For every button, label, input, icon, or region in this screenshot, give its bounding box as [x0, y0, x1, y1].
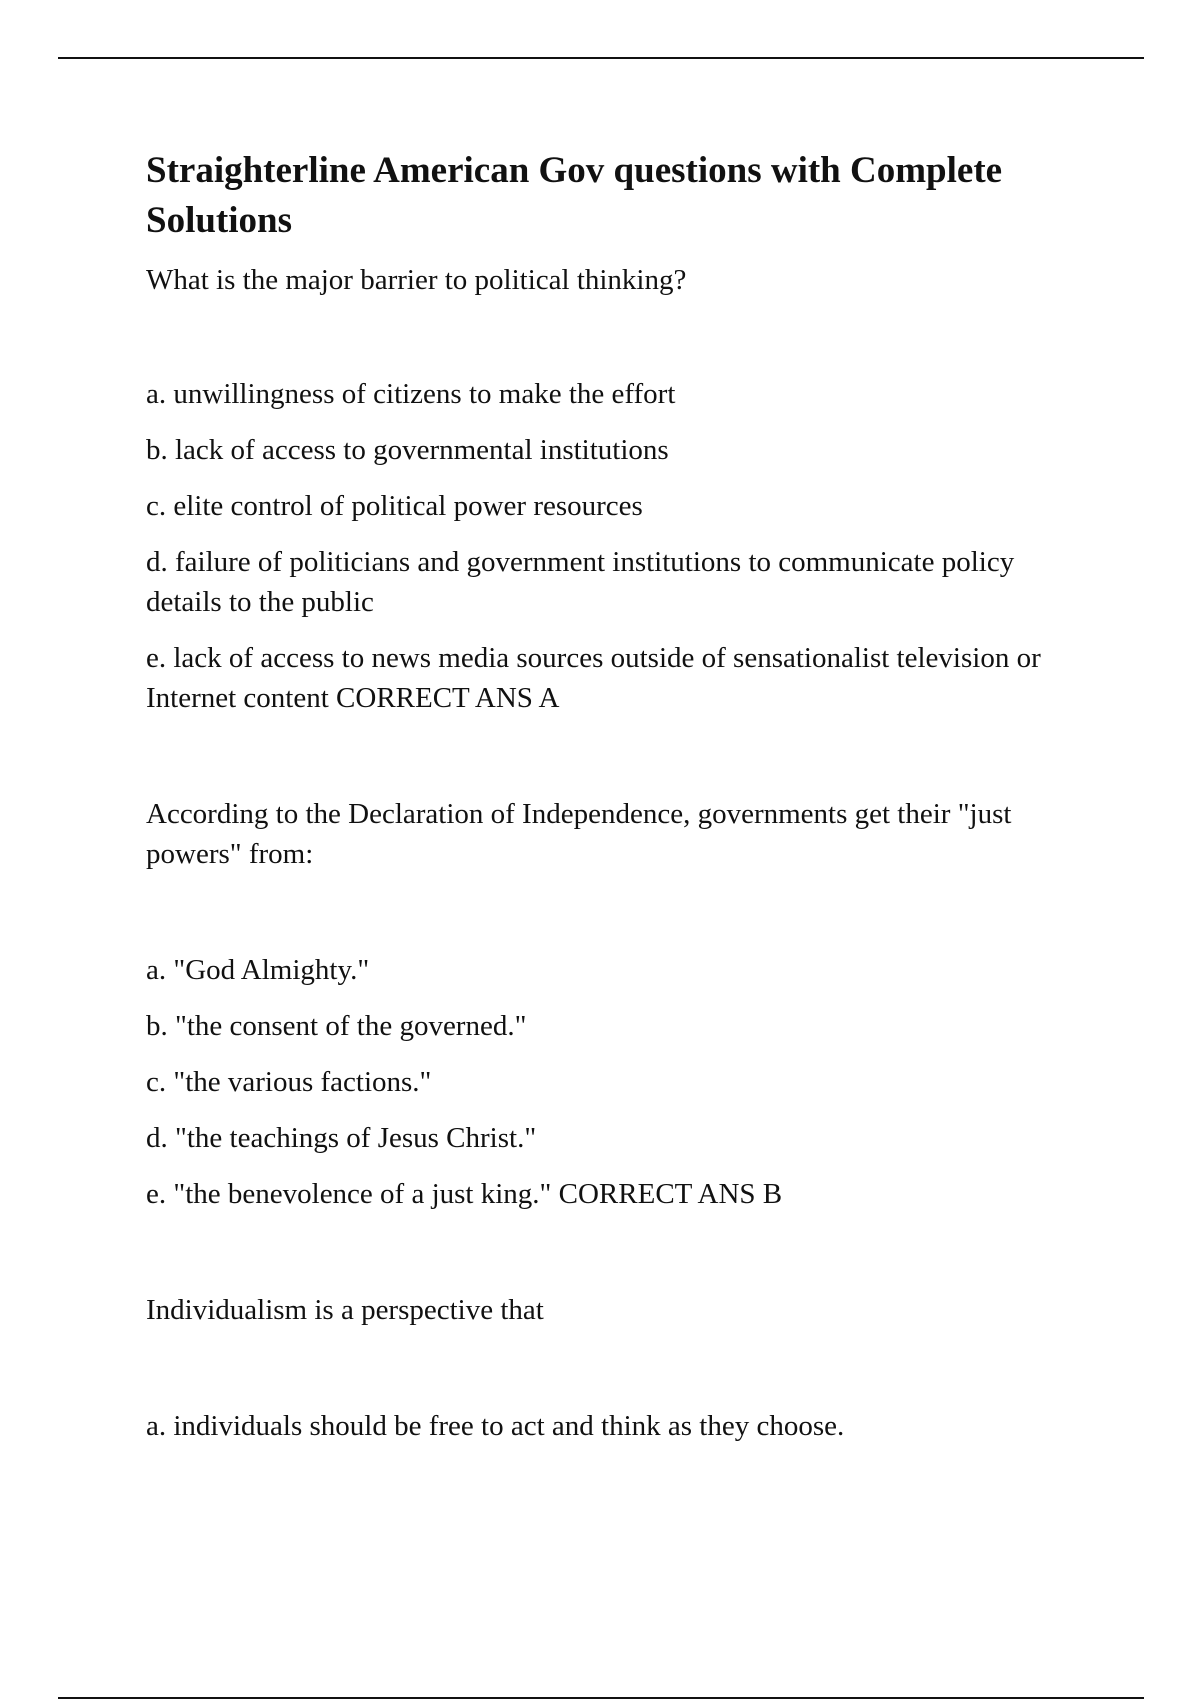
answer-option: c. "the various factions." — [146, 1066, 432, 1098]
question-text: According to the Declaration of Independence, governments get their "just powers" from: — [146, 798, 1012, 870]
document-title: Straighterline American Gov questions with Complete Solutions — [146, 150, 1003, 241]
top-divider — [58, 57, 1144, 59]
question-text: What is the major barrier to political thinking? — [146, 264, 687, 296]
question-1 — [146, 260, 1096, 718]
question-3 — [146, 1290, 1096, 1446]
answer-option: a. unwillingness of citizens to make the effort — [146, 378, 676, 410]
bottom-divider — [58, 1697, 1144, 1699]
question-2 — [146, 794, 1096, 1214]
document-body — [146, 146, 1096, 1462]
answer-option: a. "God Almighty." — [146, 954, 370, 986]
answer-option-with-correct-answer: e. "the benevolence of a just king." CORRECT ANS B — [146, 1178, 783, 1210]
answer-option: a. individuals should be free to act and think as they choose. — [146, 1410, 845, 1442]
answer-option: c. elite control of political power resources — [146, 490, 643, 522]
answer-option-with-correct-answer: e. lack of access to news media sources outside of sensationalist television or Internet content CORRECT ANS A — [146, 642, 1041, 714]
answer-option: b. lack of access to governmental institutions — [146, 434, 669, 466]
answer-option: b. "the consent of the governed." — [146, 1010, 527, 1042]
answer-option: d. "the teachings of Jesus Christ." — [146, 1122, 537, 1154]
answer-option: d. failure of politicians and government institutions to communicate policy details to the public — [146, 546, 1015, 618]
question-text: Individualism is a perspective that — [146, 1294, 544, 1326]
